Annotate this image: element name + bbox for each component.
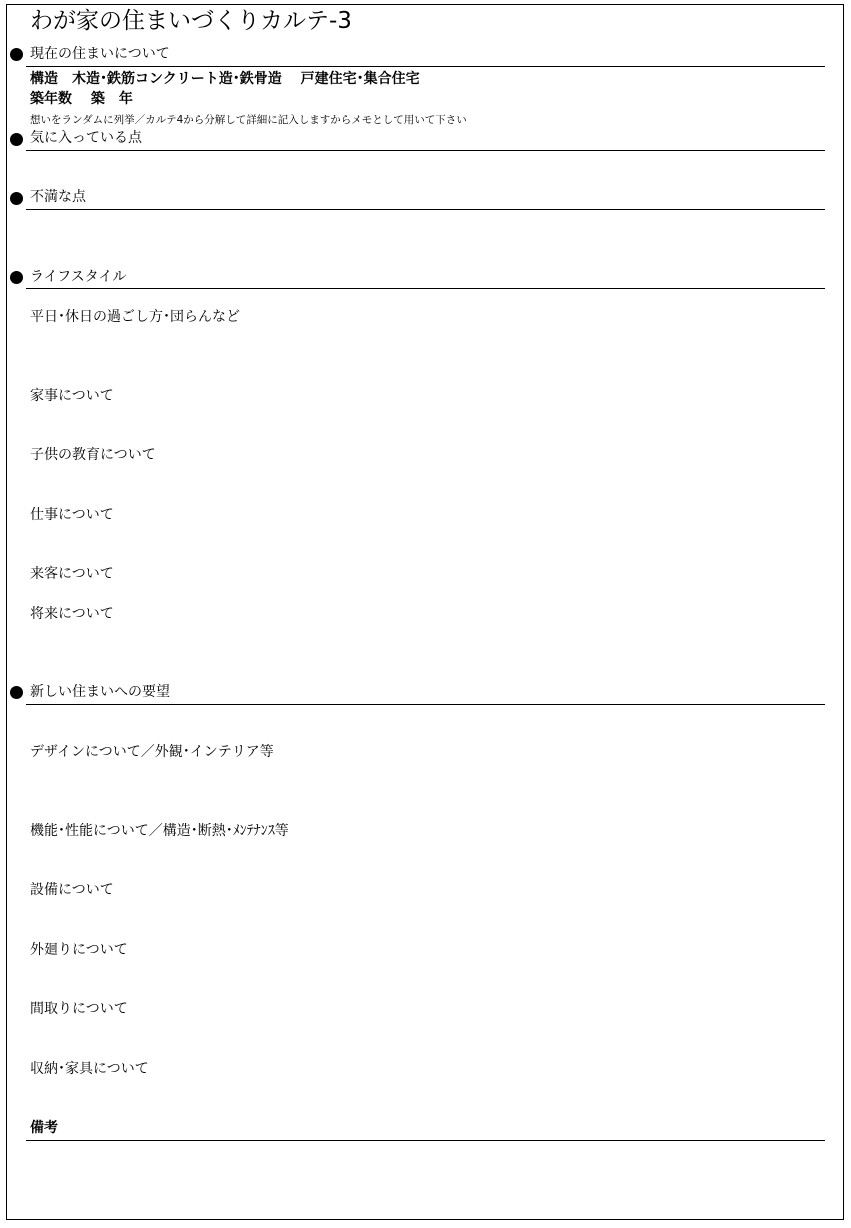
section-divider — [26, 704, 825, 705]
request-item-function: 機能･性能について／構造･断熱･ﾒﾝﾃﾅﾝｽ等 — [30, 823, 289, 839]
memo-note: 想いをランダムに列挙／カルテ4から分解して詳細に記入しますからメモとして用いて下さい — [30, 114, 467, 126]
request-item-exterior: 外廻りについて — [30, 942, 128, 958]
section-requests-heading: 新しい住まいへの要望 — [30, 684, 170, 700]
age-line: 築年数 築 年 — [30, 91, 133, 107]
bullet-icon — [10, 48, 23, 61]
bullet-icon — [10, 271, 23, 284]
request-item-layout: 間取りについて — [30, 1001, 128, 1017]
bullet-icon — [10, 686, 23, 699]
section-divider — [26, 150, 825, 151]
structure-line: 構造 木造･鉄筋コンクリート造･鉄骨造 戸建住宅･集合住宅 — [30, 71, 420, 87]
request-item-equipment: 設備について — [30, 882, 114, 898]
lifestyle-item-education: 子供の教育について — [30, 447, 156, 463]
section-divider — [26, 209, 825, 210]
page-frame — [6, 4, 844, 1220]
request-item-design: デザインについて／外観･インテリア等 — [30, 744, 274, 760]
section-lifestyle-heading: ライフスタイル — [30, 269, 127, 285]
remarks-label: 備考 — [30, 1120, 58, 1136]
lifestyle-item-work: 仕事について — [30, 507, 114, 523]
remarks-divider — [26, 1140, 825, 1141]
section-likes-heading: 気に入っている点 — [30, 130, 142, 146]
page-title: わが家の住まいづくりカルテ-3 — [30, 8, 352, 34]
lifestyle-item-future: 将来について — [30, 606, 114, 622]
section-current-heading: 現在の住まいについて — [30, 46, 170, 62]
bullet-icon — [10, 192, 23, 205]
lifestyle-item-guests: 来客について — [30, 566, 114, 582]
request-item-storage: 収納･家具について — [30, 1061, 149, 1077]
lifestyle-item-daily: 平日･休日の過ごし方･団らんなど — [30, 309, 240, 325]
lifestyle-item-housework: 家事について — [30, 388, 114, 404]
section-dislikes-heading: 不満な点 — [30, 189, 86, 205]
section-divider — [26, 66, 825, 67]
section-divider — [26, 288, 825, 289]
bullet-icon — [10, 133, 23, 146]
